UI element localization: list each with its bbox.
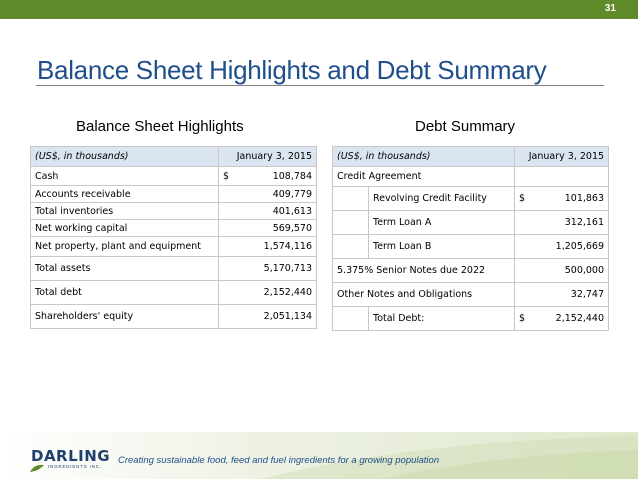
- row-value: 108,784: [233, 167, 317, 186]
- row-value: 101,863: [529, 187, 609, 211]
- title-divider: [36, 85, 604, 86]
- units-label: (US$, in thousands): [31, 147, 219, 167]
- table-header-row: [31, 147, 317, 167]
- table-row: [31, 203, 317, 220]
- row-value: 401,613: [233, 203, 317, 220]
- table-row: [31, 167, 317, 186]
- units-label: (US$, in thousands): [333, 147, 515, 167]
- date-header: January 3, 2015: [219, 147, 317, 167]
- table-row: [333, 167, 609, 187]
- credit-agreement-label: Credit Agreement: [333, 167, 515, 187]
- currency-symbol: [219, 305, 233, 329]
- currency-symbol: [219, 281, 233, 305]
- date-header: January 3, 2015: [515, 147, 609, 167]
- darling-logo: [30, 447, 115, 473]
- row-label: Revolving Credit Facility: [369, 187, 515, 211]
- slide-title: Balance Sheet Highlights and Debt Summary: [37, 55, 547, 85]
- row-label: Shareholders' equity: [31, 305, 219, 329]
- debt-summary-heading: Debt Summary: [415, 118, 516, 135]
- row-value: 2,051,134: [233, 305, 317, 329]
- currency-symbol: $: [515, 187, 529, 211]
- table-row: [31, 237, 317, 257]
- currency-symbol: [515, 211, 529, 235]
- currency-symbol: [219, 257, 233, 281]
- table-row: [31, 257, 317, 281]
- row-label: Total debt: [31, 281, 219, 305]
- total-label: Total Debt:: [369, 307, 515, 331]
- row-label: Term Loan B: [369, 235, 515, 259]
- currency-symbol: [219, 220, 233, 237]
- logo-subtitle: INGREDIENTS INC.: [48, 464, 102, 469]
- page-number: 31: [604, 3, 616, 14]
- row-value: 32,747: [515, 283, 609, 307]
- row-value: 569,570: [233, 220, 317, 237]
- balance-sheet-table: [30, 146, 317, 329]
- currency-symbol: $: [515, 307, 529, 331]
- total-row: [333, 307, 609, 331]
- top-bar: [0, 0, 638, 19]
- debt-summary-table: [332, 146, 609, 331]
- table-header-row: [333, 147, 609, 167]
- row-value: 1,574,116: [233, 237, 317, 257]
- logo-wordmark: DARLING: [31, 447, 111, 465]
- currency-symbol: [219, 186, 233, 203]
- currency-symbol: [219, 203, 233, 220]
- row-value: 312,161: [529, 211, 609, 235]
- total-value: 2,152,440: [529, 307, 609, 331]
- row-label: Net working capital: [31, 220, 219, 237]
- row-label: Other Notes and Obligations: [333, 283, 515, 307]
- row-label: Term Loan A: [369, 211, 515, 235]
- leaf-icon: [30, 464, 44, 472]
- table-row: [333, 235, 609, 259]
- row-value: 500,000: [515, 259, 609, 283]
- row-label: Accounts receivable: [31, 186, 219, 203]
- table-row: [333, 259, 609, 283]
- table-row: [31, 305, 317, 329]
- table-row: [31, 220, 317, 237]
- row-value: 1,205,669: [529, 235, 609, 259]
- row-label: Total inventories: [31, 203, 219, 220]
- row-label: 5.375% Senior Notes due 2022: [333, 259, 515, 283]
- table-row: [31, 186, 317, 203]
- currency-symbol: [219, 237, 233, 257]
- row-value: 409,779: [233, 186, 317, 203]
- row-value: 5,170,713: [233, 257, 317, 281]
- currency-symbol: [515, 235, 529, 259]
- row-value: 2,152,440: [233, 281, 317, 305]
- currency-symbol: $: [219, 167, 233, 186]
- row-label: Total assets: [31, 257, 219, 281]
- table-row: [333, 187, 609, 211]
- row-label: Net property, plant and equipment: [31, 237, 219, 257]
- footer-tagline: Creating sustainable food, feed and fuel ingredients for a growing population: [118, 455, 440, 466]
- row-label: Cash: [31, 167, 219, 186]
- balance-sheet-heading: Balance Sheet Highlights: [76, 118, 244, 135]
- table-row: [31, 281, 317, 305]
- table-row: [333, 283, 609, 307]
- table-row: [333, 211, 609, 235]
